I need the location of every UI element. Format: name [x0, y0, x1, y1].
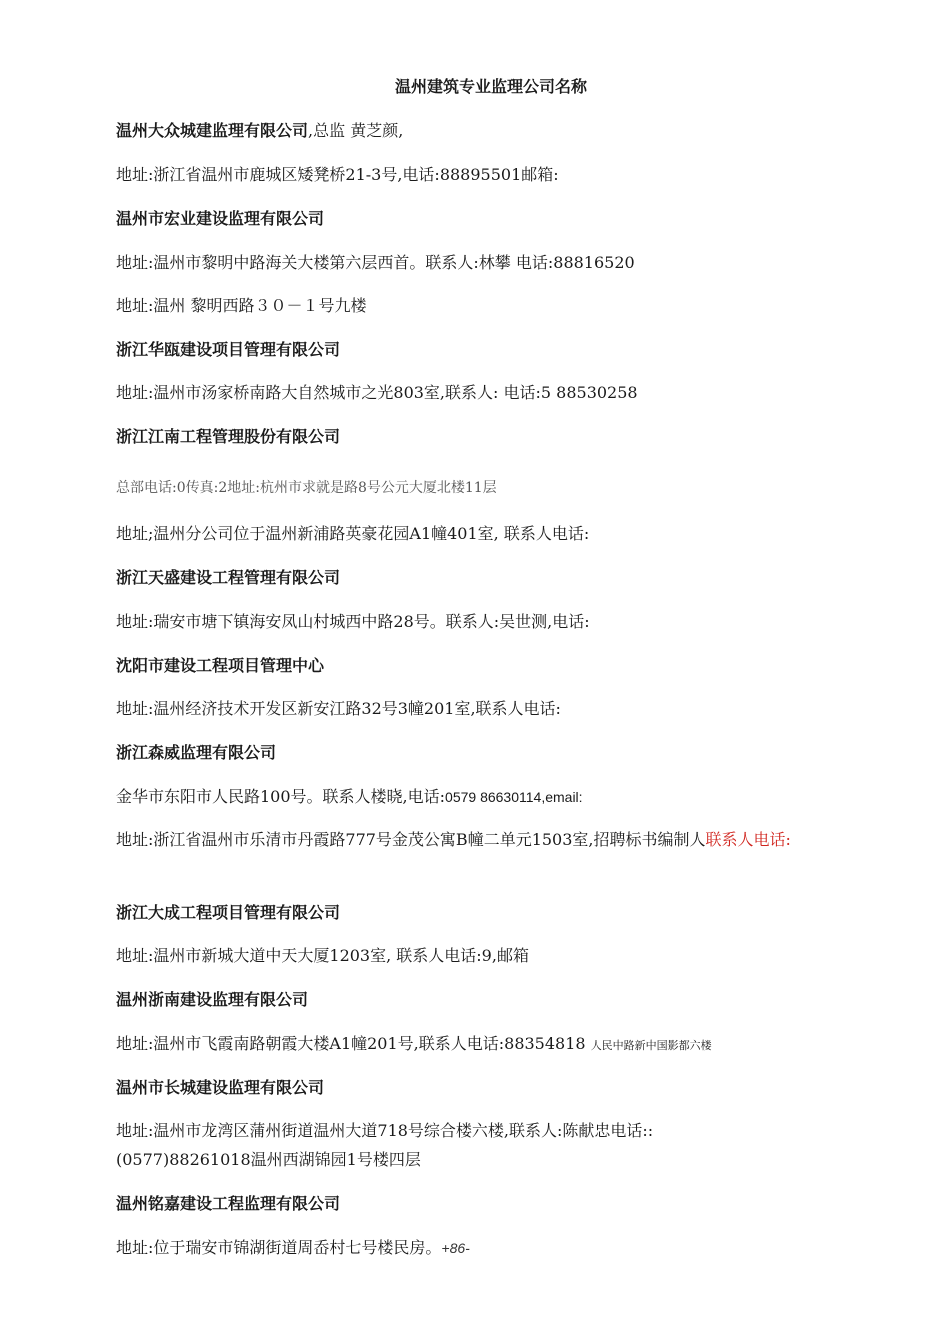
company-6-name: 沈阳市建设工程项目管理中心: [116, 656, 325, 675]
company-3-name: 浙江华瓯建设项目管理有限公司: [116, 340, 341, 359]
company-1-name: 温州大众城建监理有限公司: [116, 121, 309, 140]
company-9-address: [116, 1032, 876, 1058]
company-6-address: 地址:温州经济技术开发区新安江路32号3幢201室,联系人电话:: [116, 699, 561, 718]
company-4-hq: 总部电话:0传真:2地址:杭州市求就是路8号公元大厦北楼11层: [116, 480, 497, 496]
company-2-name: 温州市宏业建设监理有限公司: [116, 209, 325, 228]
company-9-address-note: 人民中路新中国影都六楼: [590, 1039, 712, 1052]
company-10-name: 温州市长城建设监理有限公司: [116, 1078, 325, 1097]
company-9-address-main: 地址:温州市飞霞南路朝霞大楼A1幢201号,联系人电话:88354818: [116, 1034, 586, 1053]
company-4-address: 地址;温州分公司位于温州新浦路英豪花园A1幢401室, 联系人电话:: [116, 524, 590, 543]
company-4-name: 浙江江南工程管理股份有限公司: [116, 427, 341, 446]
company-5-name: 浙江天盛建设工程管理有限公司: [116, 568, 341, 587]
company-7-address-2-main: 地址:浙江省温州市乐清市丹霞路777号金茂公寓B幢二单元1503室,招聘标书编制人: [116, 830, 706, 849]
company-8-name: 浙江大成工程项目管理有限公司: [116, 903, 341, 922]
company-7-address-2: [116, 826, 876, 854]
company-5-address: 地址:瑞安市塘下镇海安凤山村城西中路28号。联系人:吴世测,电话:: [116, 612, 590, 631]
company-7-address-1: [116, 785, 876, 809]
company-8-address: 地址:温州市新城大道中天大厦1203室, 联系人电话:9,邮箱: [116, 946, 529, 965]
company-7-address-1-main: 金华市东阳市人民路100号。联系人楼晓,电话:: [116, 787, 446, 806]
company-10-address-1: 地址:温州市龙湾区蒲州街道温州大道718号综合楼六楼,联系人:陈献忠电话::: [116, 1121, 654, 1140]
company-3-address: 地址:温州市汤家桥南路大自然城市之光803室,联系人: 电话:5 88530258: [116, 383, 638, 402]
document-title: 温州建筑专业监理公司名称: [394, 77, 587, 96]
company-11-name: 温州铭嘉建设工程监理有限公司: [116, 1194, 341, 1213]
company-2-address-1: 地址:温州市黎明中路海关大楼第六层西首。联系人:林攀 电话:88816520: [116, 253, 635, 272]
company-10-address-2: (0577)88261018温州西湖锦园1号楼四层: [116, 1150, 421, 1169]
company-11-address-main: 地址:位于瑞安市锦湖街道周岙村七号楼民房。: [116, 1238, 442, 1257]
company-11-address: [116, 1236, 876, 1260]
company-9-name: 温州浙南建设监理有限公司: [116, 990, 309, 1009]
company-7-name: 浙江森威监理有限公司: [116, 743, 277, 762]
company-2-address-2: 地址:温州 黎明西路３０－１号九楼: [116, 296, 367, 315]
company-1-address: 地址:浙江省温州市鹿城区矮凳桥21-3号,电话:88895501邮箱:: [116, 165, 559, 184]
company-7-address-1-phone: 0579 86630114,email:: [445, 789, 583, 805]
company-7-address-2-contact: 联系人电话:: [705, 830, 791, 849]
company-1-director: ,总监 黄芝颜,: [308, 121, 404, 140]
company-11-phone-prefix: +86-: [441, 1240, 470, 1256]
company-1-line: [116, 119, 876, 143]
